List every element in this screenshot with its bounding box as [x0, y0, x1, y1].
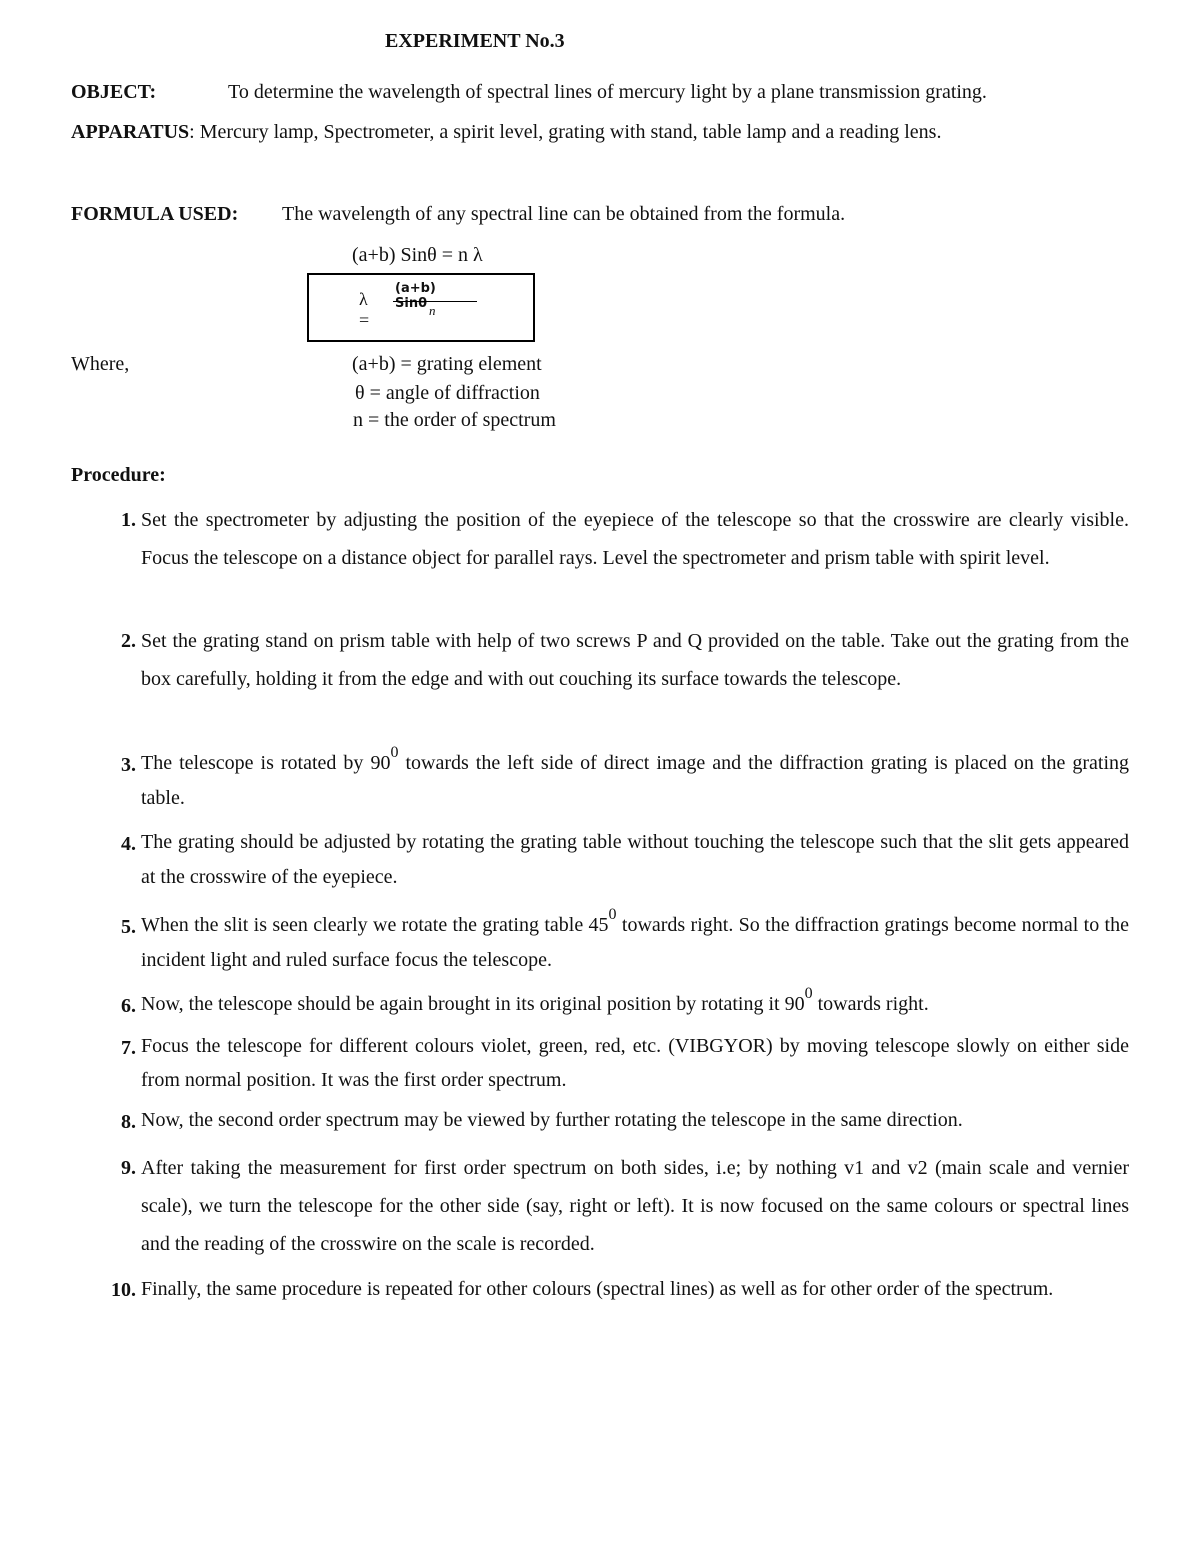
step-text-post: towards right. So the diffraction gratings become normal to the incident light and ruled surface focus the telescope.	[141, 914, 1129, 971]
boxed-numerator: (a+b) Sinθ	[395, 281, 436, 311]
degree-superscript: 0	[804, 985, 813, 1003]
step-text-post: towards the left side of direct image and the diffraction grating is placed on the grating table.	[141, 752, 1129, 809]
procedure-step: Focus the telescope for different colours violet, green, red, etc. (VIBGYOR) by moving telescope slowly on either side from normal position. It was the first order spectrum.	[141, 1035, 1129, 1091]
definition-order: n = the order of spectrum	[353, 409, 556, 431]
step-number: 2.	[121, 630, 136, 652]
definition-grating-element: (a+b) = grating element	[352, 353, 542, 375]
object-label: OBJECT:	[71, 81, 157, 103]
apparatus-label: APPARATUS	[71, 121, 190, 143]
step-number: 10.	[111, 1279, 136, 1301]
fraction-bar	[393, 301, 477, 302]
procedure-step	[141, 987, 1129, 1022]
procedure-step	[141, 908, 1129, 978]
degree-superscript: 0	[608, 906, 617, 924]
where-label: Where,	[71, 353, 130, 375]
step-number: 9.	[121, 1157, 136, 1179]
formula-equation: (a+b) Sinθ = n λ	[352, 244, 483, 266]
procedure-step: Finally, the same procedure is repeated for other colours (spectral lines) as well as for other order of the spectrum.	[141, 1278, 1054, 1300]
step-number: 7.	[121, 1037, 136, 1059]
page-title: EXPERIMENT No.3	[385, 30, 565, 52]
procedure-step: Now, the second order spectrum may be viewed by further rotating the telescope in the same direction.	[141, 1109, 963, 1131]
degree-superscript: 0	[390, 744, 399, 762]
apparatus-text: : Mercury lamp, Spectrometer, a spirit level, grating with stand, table lamp and a reading lens.	[189, 121, 942, 143]
step-text-pre: Now, the telescope should be again brought in its original position by rotating it 90	[141, 993, 805, 1015]
step-text-pre: When the slit is seen clearly we rotate the grating table 45	[141, 914, 609, 936]
formula-label: FORMULA USED:	[71, 203, 239, 225]
step-text-pre: The telescope is rotated by 90	[141, 752, 391, 774]
formula-text: The wavelength of any spectral line can be obtained from the formula.	[282, 203, 846, 225]
definition-angle: θ = angle of diffraction	[355, 382, 540, 404]
object-text: To determine the wavelength of spectral lines of mercury light by a plane transmission grating.	[228, 81, 987, 103]
step-number: 8.	[121, 1111, 136, 1133]
step-text-post: towards right.	[812, 993, 929, 1015]
procedure-step: Set the spectrometer by adjusting the position of the eyepiece of the telescope so that the crosswire are clearly visible. Focus the telescope on a distance object for parallel rays. Level the spectrometer and prism table with spirit level.	[141, 509, 1129, 569]
step-number: 1.	[121, 509, 136, 531]
apparatus-line	[71, 120, 941, 144]
step-number: 5.	[121, 916, 136, 938]
boxed-lhs: λ =	[359, 289, 370, 330]
procedure-heading: Procedure:	[71, 464, 166, 486]
step-number: 4.	[121, 833, 136, 855]
step-number: 6.	[121, 995, 136, 1017]
step-number: 3.	[121, 754, 136, 776]
procedure-step: The grating should be adjusted by rotating the grating table without touching the telescope such that the slit gets appeared at the crosswire of the eyepiece.	[141, 831, 1129, 888]
boxed-denominator: n	[429, 303, 436, 318]
procedure-step: Set the grating stand on prism table with help of two screws P and Q provided on the table. Take out the grating from the box carefully, holding it from the edge and with out couching its surface towards the telescope.	[141, 630, 1129, 690]
procedure-step	[141, 746, 1129, 816]
formula-box	[307, 273, 535, 342]
procedure-step: After taking the measurement for first order spectrum on both sides, i.e; by nothing v1 and v2 (main scale and vernier scale), we turn the telescope for the other side (say, right or left). It is now focused on the same colours or spectral lines and the reading of the crosswire on the scale is recorded.	[141, 1157, 1129, 1255]
